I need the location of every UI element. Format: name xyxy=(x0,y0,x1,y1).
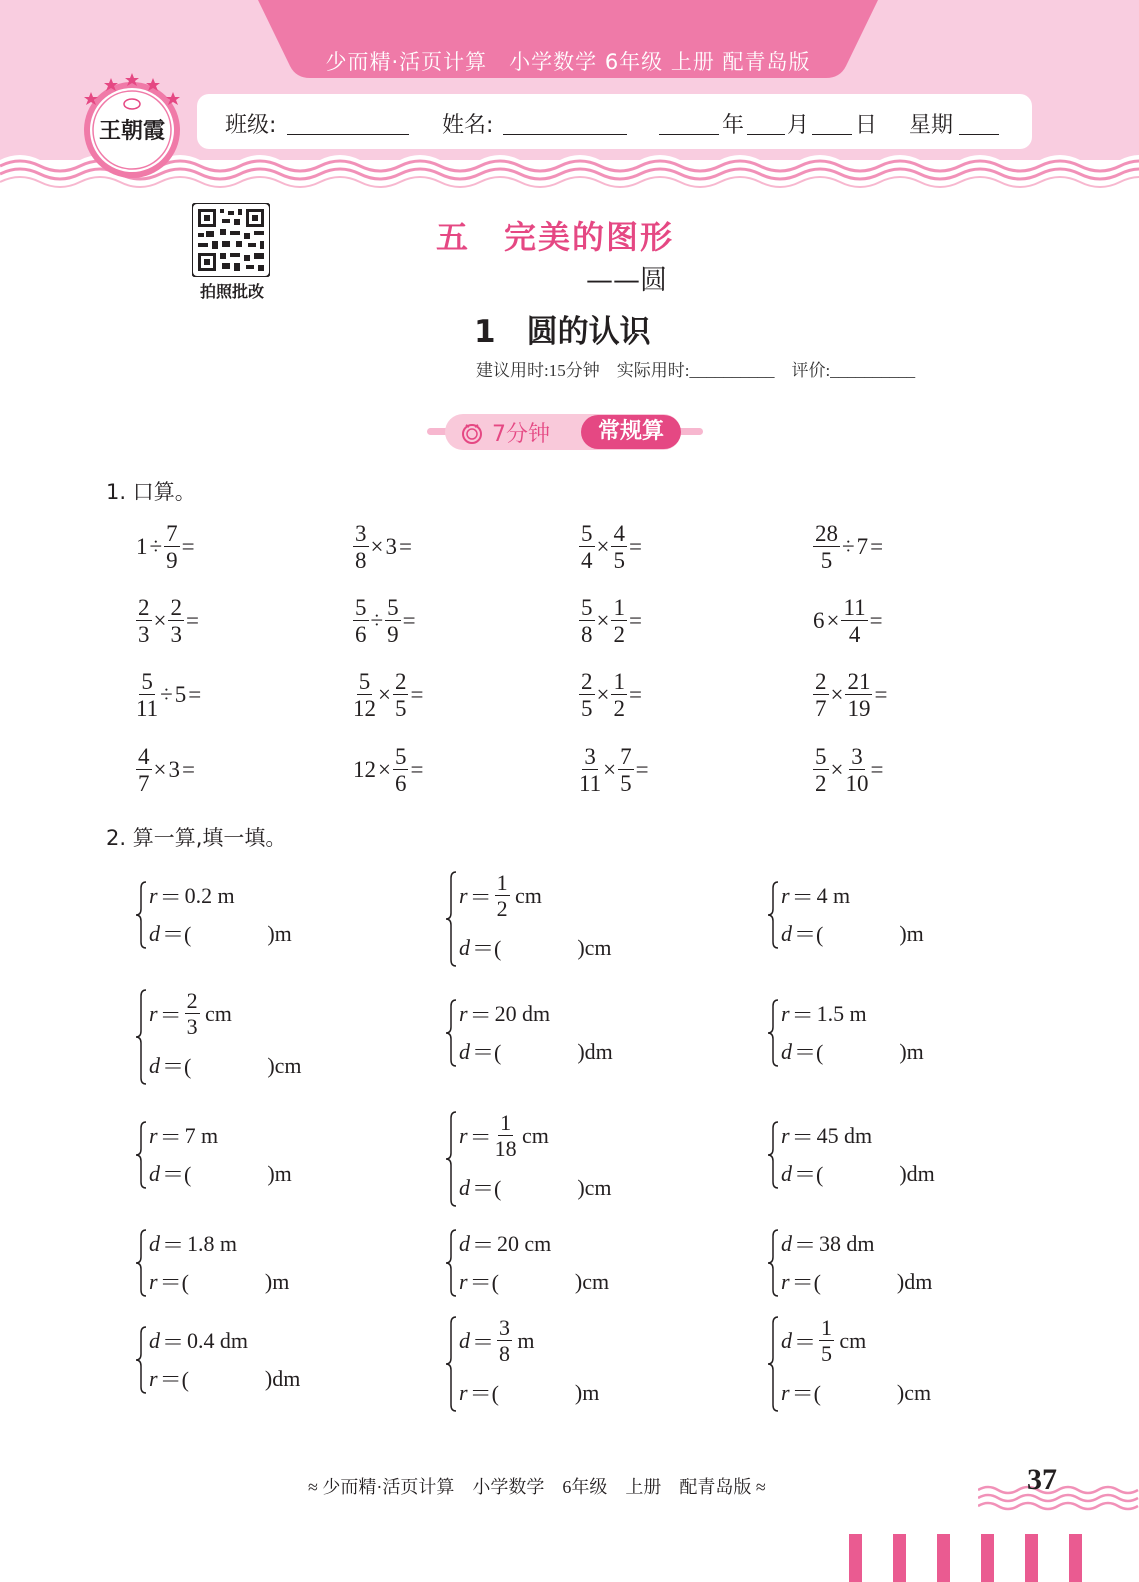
answer-line: d ＝( )m xyxy=(781,920,924,947)
fraction: $\frac{4}{5}$ xyxy=(613,521,625,573)
fraction: $\frac{11}{4}$ xyxy=(843,595,866,647)
radius-diameter-item xyxy=(135,880,375,950)
mental-math-item[interactable]: $\frac{4}{7}$ × 3 = xyxy=(138,744,195,796)
footer-stripe xyxy=(1025,1534,1038,1582)
day-field[interactable] xyxy=(812,134,852,135)
radius-diameter-item xyxy=(135,988,375,1086)
answer-line: r ＝( )m xyxy=(149,1268,290,1295)
student-info-box xyxy=(197,94,1032,149)
answer-line: r ＝( )dm xyxy=(149,1365,301,1392)
brace-symbol xyxy=(767,1228,781,1298)
brace-symbol xyxy=(767,1120,781,1190)
class-field[interactable] xyxy=(287,134,409,135)
mental-math-item[interactable]: $\frac{5}{4}$ × $\frac{4}{5}$ = xyxy=(581,521,642,573)
brace-symbol xyxy=(767,880,781,950)
footer-series-text: ≈ 少而精·活页计算 小学数学 6年级 上册 配青岛版 ≈ xyxy=(308,1477,766,1497)
radius-diameter-item xyxy=(445,1110,685,1208)
brace-symbol xyxy=(135,880,149,950)
brace-symbol xyxy=(445,1110,459,1208)
given-value-line: r ＝ 45 dm xyxy=(781,1123,873,1150)
page-number: 37 xyxy=(1027,1463,1057,1496)
qr-code-icon[interactable] xyxy=(192,203,270,277)
radius-diameter-item xyxy=(135,1228,375,1298)
fraction: $\frac{1}{5}$ xyxy=(821,1315,833,1366)
brace-symbol xyxy=(445,998,459,1068)
fraction: $\frac{7}{9}$ xyxy=(166,521,178,573)
brace-symbol xyxy=(135,1325,149,1395)
given-value-line: r ＝ $\frac{2}{3}$ cm xyxy=(149,988,232,1039)
weekday-field[interactable] xyxy=(959,134,999,135)
fraction: $\frac{3}{11}$ xyxy=(579,744,602,796)
fraction: $\frac{5}{6}$ xyxy=(394,744,407,796)
mental-math-item[interactable]: $\frac{5}{2}$ × $\frac{3}{10}$ = xyxy=(815,744,884,796)
qr-caption: 拍照批改 xyxy=(199,282,264,301)
minutes-label: 7分钟 xyxy=(492,422,550,447)
radius-diameter-item xyxy=(445,1315,685,1413)
fraction: $\frac{2}{5}$ xyxy=(394,669,407,721)
answer-line: r ＝( )cm xyxy=(781,1379,932,1406)
mental-math-item[interactable]: $\frac{5}{6}$ ÷ $\frac{5}{9}$ = xyxy=(355,595,416,647)
series-title: 少而精·活页计算 小学数学 6年级 上册 配青岛版 xyxy=(325,50,811,74)
mental-math-item[interactable]: 1 ÷ $\frac{7}{9}$ = xyxy=(136,521,195,573)
radius-diameter-item xyxy=(767,880,1007,950)
answer-line: d ＝( )cm xyxy=(149,1052,302,1079)
brace-symbol xyxy=(445,1228,459,1298)
answer-line: d ＝( )dm xyxy=(781,1160,935,1187)
fraction: $\frac{3}{8}$ xyxy=(355,521,367,573)
given-value-line: r ＝ 20 dm xyxy=(459,1001,551,1028)
mental-math-item[interactable]: $\frac{3}{11}$ × $\frac{7}{5}$ = xyxy=(579,744,649,796)
radius-diameter-item xyxy=(767,1120,1007,1190)
footer-wave-decoration xyxy=(978,1478,1139,1518)
fraction: $\frac{5}{8}$ xyxy=(581,595,593,647)
fraction: $\frac{1}{2}$ xyxy=(496,870,508,921)
footer-stripe xyxy=(937,1534,950,1582)
fraction: $\frac{5}{6}$ xyxy=(355,595,367,647)
fraction: $\frac{1}{2}$ xyxy=(613,669,625,721)
fraction: $\frac{7}{5}$ xyxy=(620,744,632,796)
given-value-line: d ＝ 0.4 dm xyxy=(149,1328,249,1355)
given-value-line: r ＝ 4 m xyxy=(781,883,851,910)
unit-subtitle: ——圆 xyxy=(586,265,667,296)
brace-symbol xyxy=(445,1315,459,1413)
year-label: 年 xyxy=(722,113,745,138)
lesson-title: 1 圆的认识 xyxy=(474,314,651,350)
clock-icon xyxy=(461,422,483,444)
month-label: 月 xyxy=(787,113,810,138)
mental-math-item[interactable]: $\frac{2}{3}$ × $\frac{2}{3}$ = xyxy=(138,595,199,647)
radius-diameter-item xyxy=(445,870,685,968)
mental-math-item[interactable]: $\frac{5}{11}$ ÷ 5 = xyxy=(136,669,202,721)
fraction: $\frac{2}{3}$ xyxy=(138,595,150,647)
answer-line: r ＝( )dm xyxy=(781,1268,933,1295)
brace-symbol xyxy=(135,1228,149,1298)
weekday-label: 星期 xyxy=(909,113,954,138)
fraction: $\frac{2}{3}$ xyxy=(186,988,198,1039)
given-value-line: d ＝ $\frac{1}{5}$ cm xyxy=(781,1315,867,1366)
radius-diameter-item xyxy=(135,1120,375,1190)
logo-text: 王朝霞 xyxy=(98,118,166,144)
given-value-line: d ＝ 20 cm xyxy=(459,1231,552,1258)
answer-line: d ＝( )m xyxy=(149,1160,292,1187)
radius-diameter-item xyxy=(445,998,685,1068)
footer-stripe xyxy=(1069,1534,1082,1582)
brace-symbol xyxy=(135,1120,149,1190)
fraction: $\frac{21}{19}$ xyxy=(847,669,871,721)
brand-logo xyxy=(79,70,185,180)
suggested-time-line: 建议用时:15分钟 实际用时:__________ 评价:__________ xyxy=(476,361,916,380)
answer-line: d ＝( )cm xyxy=(459,934,612,961)
name-field[interactable] xyxy=(503,134,627,135)
fraction: $\frac{5}{12}$ xyxy=(353,669,376,721)
footer-stripe xyxy=(849,1534,862,1582)
brace-symbol xyxy=(135,988,149,1086)
mental-math-item[interactable]: $\frac{5}{12}$ × $\frac{2}{5}$ = xyxy=(353,669,424,721)
mental-math-item[interactable]: $\frac{2}{7}$ × $\frac{21}{19}$ = xyxy=(815,669,888,721)
answer-line: d ＝( )cm xyxy=(459,1174,612,1201)
class-label: 班级: xyxy=(225,113,277,138)
footer-stripe xyxy=(893,1534,906,1582)
fraction: $\frac{2}{7}$ xyxy=(815,669,827,721)
brace-symbol xyxy=(767,1315,781,1413)
given-value-line: r ＝ 0.2 m xyxy=(149,883,235,910)
unit-title: 五 完美的图形 xyxy=(436,218,675,256)
mental-math-item[interactable]: 6 × $\frac{11}{4}$ = xyxy=(813,595,883,647)
given-value-line: d ＝ $\frac{3}{8}$ m xyxy=(459,1315,535,1366)
fraction: $\frac{28}{5}$ xyxy=(815,521,838,573)
fraction: $\frac{5}{4}$ xyxy=(581,521,593,573)
mental-math-item[interactable]: $\frac{3}{8}$ × 3 = xyxy=(355,521,412,573)
fraction: $\frac{3}{10}$ xyxy=(845,744,869,796)
given-value-line: r ＝ 1.5 m xyxy=(781,1001,867,1028)
answer-line: d ＝( )m xyxy=(781,1038,924,1065)
given-value-line: r ＝ 7 m xyxy=(149,1123,219,1150)
brace-symbol xyxy=(767,998,781,1068)
fraction: $\frac{5}{2}$ xyxy=(815,744,827,796)
fraction: $\frac{5}{9}$ xyxy=(387,595,399,647)
name-label: 姓名: xyxy=(442,113,494,138)
radius-diameter-item xyxy=(767,1315,1007,1413)
answer-line: d ＝( )dm xyxy=(459,1038,613,1065)
fraction: $\frac{1}{18}$ xyxy=(494,1110,517,1161)
fraction: $\frac{2}{5}$ xyxy=(581,669,593,721)
radius-diameter-item xyxy=(135,1325,375,1395)
question-2-title: 2. 算一算,填一填。 xyxy=(106,826,287,850)
mental-math-item[interactable]: $\frac{2}{5}$ × $\frac{1}{2}$ = xyxy=(581,669,642,721)
question-1-title: 1. 口算。 xyxy=(106,480,196,504)
month-field[interactable] xyxy=(747,134,785,135)
routine-badge: 常规算 xyxy=(581,415,681,449)
given-value-line: r ＝ $\frac{1}{18}$ cm xyxy=(459,1110,549,1161)
answer-line: d ＝( )m xyxy=(149,920,292,947)
fraction: $\frac{2}{3}$ xyxy=(170,595,182,647)
brace-symbol xyxy=(445,870,459,968)
given-value-line: d ＝ 38 dm xyxy=(781,1231,875,1258)
radius-diameter-item xyxy=(767,1228,1007,1298)
fraction: $\frac{3}{8}$ xyxy=(499,1315,511,1366)
answer-line: r ＝( )cm xyxy=(459,1268,610,1295)
radius-diameter-item xyxy=(767,998,1007,1068)
mental-math-item[interactable]: $\frac{28}{5}$ ÷ 7 = xyxy=(815,521,884,573)
day-label: 日 xyxy=(855,113,878,138)
year-field[interactable] xyxy=(659,134,719,135)
footer-stripe xyxy=(981,1534,994,1582)
given-value-line: d ＝ 1.8 m xyxy=(149,1231,238,1258)
fraction: $\frac{4}{7}$ xyxy=(138,744,150,796)
mental-math-item[interactable]: $\frac{5}{8}$ × $\frac{1}{2}$ = xyxy=(581,595,642,647)
mental-math-item[interactable]: 12 × $\frac{5}{6}$ = xyxy=(353,744,424,796)
radius-diameter-item xyxy=(445,1228,685,1298)
given-value-line: r ＝ $\frac{1}{2}$ cm xyxy=(459,870,542,921)
fraction: $\frac{5}{11}$ xyxy=(136,669,159,721)
fraction: $\frac{1}{2}$ xyxy=(613,595,625,647)
answer-line: r ＝( )m xyxy=(459,1379,600,1406)
